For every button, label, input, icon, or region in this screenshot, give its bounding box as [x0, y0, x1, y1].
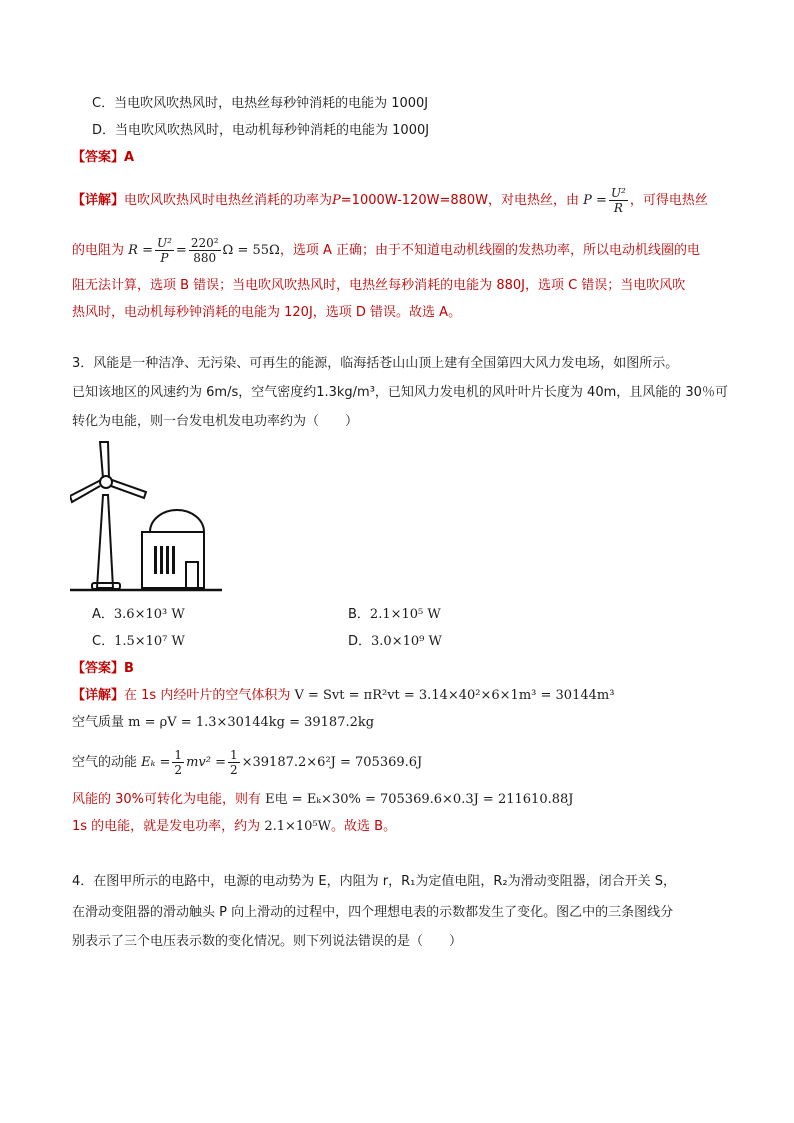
q3-stem-line-2: 已知该地区的风速约为 6m/s，空气密度约1.3kg/m³，已知风力发电机的风叶叶片长度为 40m，且风能的 30％可: [72, 385, 728, 400]
q2-answer: 【答案】A: [72, 150, 135, 165]
q3-detail-line-4: 风能的 30%可转化为电能，则有 E电 = Eₖ×30% = 705369.6×0.3J = 211610.88J: [72, 792, 574, 807]
q3-detail-line-3: 空气的动能 Eₖ = $\frac{1}{2}$ mv² = $\frac{1}{2}$ ×39187.2×6²J = 705369.6J: [72, 748, 423, 777]
q3-option-b: B．2.1×10⁵ W: [348, 607, 441, 622]
q2-option-c: C．当电吹风吹热风时，电热丝每秒钟消耗的电能为 1000J: [92, 96, 429, 111]
q3-option-c: C．1.5×10⁷ W: [92, 634, 185, 649]
q3-detail-line-5: 1s 的电能，就是发电功率，约为 2.1×10⁵W。故选 B。: [72, 819, 397, 834]
q3-detail-line-2: 空气质量 m = ρV = 1.3×30144kg = 39187.2kg: [72, 715, 375, 730]
q2-detail-line-2: 的电阻为 R = $\frac{\text{U²}}{P}$ = $\frac{\text{220²}}{880}$ Ω = 55Ω，选项 A 正确；由于不知道电动机线圈的发热功率，所以电动机线圈的电: [72, 236, 700, 265]
q3-option-d: D．3.0×10⁹ W: [348, 634, 442, 649]
q4-stem-line-3: 别表示了三个电压表示数的变化情况。则下列说法错误的是（ ）: [72, 934, 463, 949]
q2-option-d: D．当电吹风吹热风时，电动机每秒钟消耗的电能为 1000J: [92, 123, 430, 138]
q3-option-a: A．3.6×10³ W: [92, 607, 185, 622]
q4-stem-line-2: 在滑动变阻器的滑动触头 P 向上滑动的过程中，四个理想电表的示数都发生了变化。图乙中的三条图线分: [72, 905, 674, 920]
q3-detail-line-1: 【详解】在 1s 内经叶片的空气体积为 V = Svt = πR²vt = 3.14×40²×6×1m³ = 30144m³: [72, 688, 615, 703]
q2-detail-line-1: 【详解】电吹风吹热风时电热丝消耗的功率为P=1000W-120W=880W，对电热丝，由 P = $\frac{\text{U²}}{R}$ ，可得电热丝: [72, 186, 708, 215]
q2-detail-line-3: 阻无法计算，选项 B 错误；当电吹风吹热风时，电热丝每秒消耗的电能为 880J，选项 C 错误；当电吹风吹: [72, 278, 686, 293]
q3-answer: 【答案】B: [72, 661, 134, 676]
wind-turbine-figure: [70, 440, 225, 596]
q2-detail-line-4: 热风时，电动机每秒钟消耗的电能为 120J，选项 D 错误。故选 A。: [72, 305, 462, 320]
q3-stem-line-1: 3．风能是一种洁净、无污染、可再生的能源，临海括苍山山顶上建有全国第四大风力发电场，如图所示。: [72, 356, 679, 371]
q3-stem-line-3: 转化为电能，则一台发电机发电功率约为（ ）: [72, 414, 359, 429]
ohm-power-formula: P = $\frac{\text{U²}}{R}$: [583, 186, 626, 215]
q4-stem-line-1: 4．在图甲所示的电路中，电源的电动势为 E，内阻为 r，R₁为定值电阻，R₂为滑动变阻器，闭合开关 S，: [72, 874, 676, 889]
